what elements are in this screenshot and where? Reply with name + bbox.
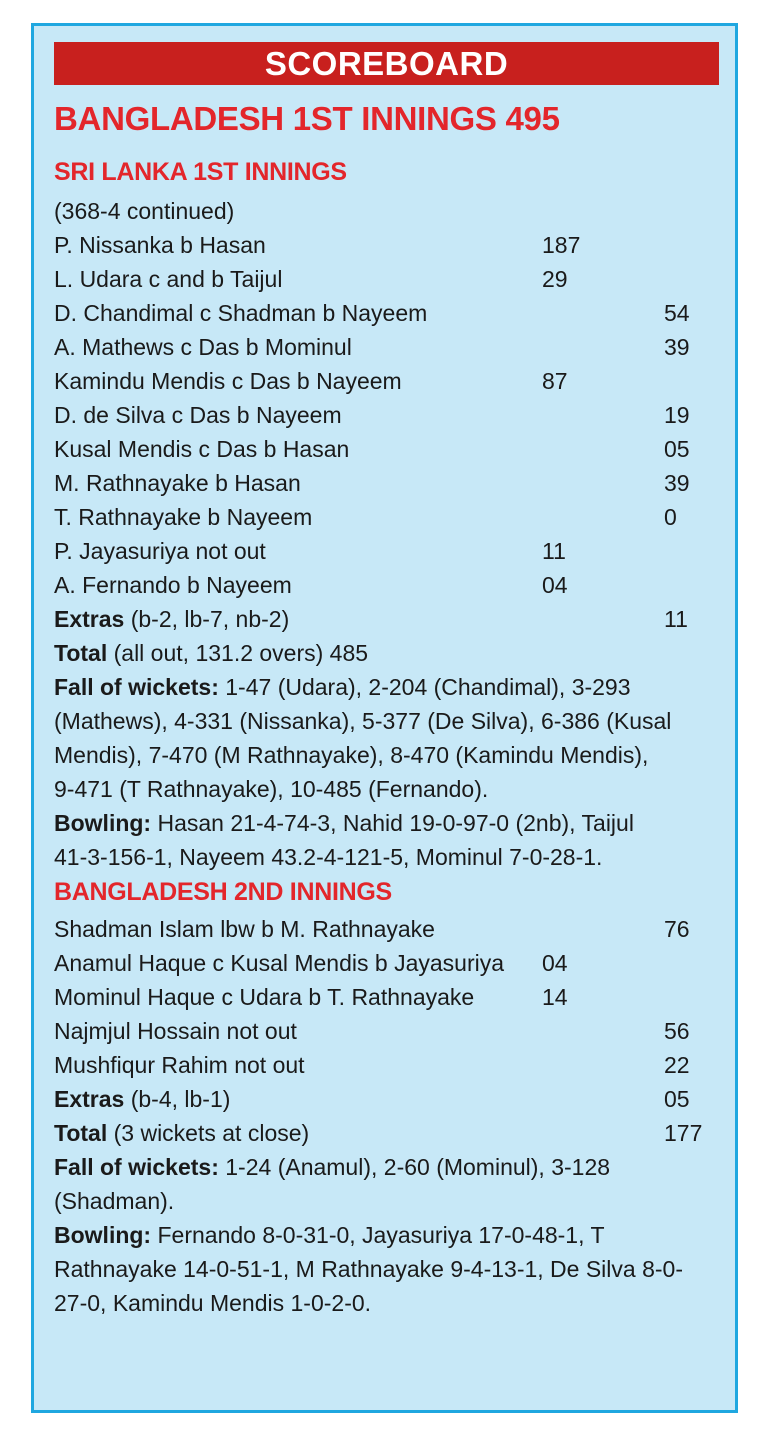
batter-name: Mominul Haque c Udara b T. Rathnayake: [54, 984, 475, 1010]
extras-label: Extras: [54, 606, 125, 632]
batting-row: [54, 568, 714, 602]
batter-name: Najmjul Hossain not out: [54, 1018, 297, 1044]
extras-detail: (b-4, lb-1): [130, 1086, 231, 1112]
batter-runs: 04: [542, 950, 568, 976]
fow-text: 1-47 (Udara), 2-204 (Chandimal), 3-293: [225, 674, 631, 700]
batter-runs: 11: [542, 538, 566, 564]
bowling-line: [54, 1218, 605, 1252]
fow-text: 9-471 (T Rathnayake), 10-485 (Fernando).: [54, 776, 489, 802]
extras-value: 11: [664, 606, 688, 632]
batting-row: [54, 432, 714, 466]
batter-name: Shadman Islam lbw b M. Rathnayake: [54, 916, 435, 942]
batting-row: [54, 364, 714, 398]
extras-value: 05: [664, 1086, 690, 1112]
bowling-text: Hasan 21-4-74-3, Nahid 19-0-97-0 (2nb), Taijul: [157, 810, 634, 836]
batter-name: M. Rathnayake b Hasan: [54, 470, 301, 496]
batting-row: [54, 262, 714, 296]
batter-runs: 87: [542, 368, 568, 394]
fow-text: (Shadman).: [54, 1188, 175, 1214]
total-label: Total: [54, 640, 108, 666]
batter-runs: 0: [664, 504, 677, 530]
batter-name: Kamindu Mendis c Das b Nayeem: [54, 368, 402, 394]
fow-text: Mendis), 7-470 (M Rathnayake), 8-470 (Kamindu Mendis),: [54, 742, 649, 768]
batter-runs: 05: [664, 436, 690, 462]
batter-runs: 22: [664, 1052, 690, 1078]
extras-detail: (b-2, lb-7, nb-2): [130, 606, 290, 632]
bowling-text: 27-0, Kamindu Mendis 1-0-2-0.: [54, 1290, 372, 1316]
batting-row: [54, 912, 714, 946]
bowling-label: Bowling:: [54, 810, 152, 836]
batter-name: A. Fernando b Nayeem: [54, 572, 292, 598]
batter-name: P. Nissanka b Hasan: [54, 232, 266, 258]
batting-row: [54, 500, 714, 534]
fall-of-wickets-line: [54, 1150, 610, 1184]
extras-row: [54, 1082, 714, 1116]
batter-runs: 19: [664, 402, 690, 428]
bangladesh-first-innings-heading: BANGLADESH 1ST INNINGS 495: [54, 100, 560, 137]
batting-row: [54, 398, 714, 432]
batter-name: D. Chandimal c Shadman b Nayeem: [54, 300, 428, 326]
batting-row: [54, 980, 714, 1014]
batter-name: A. Mathews c Das b Mominul: [54, 334, 352, 360]
batting-row: [54, 1048, 714, 1082]
bowling-text: Fernando 8-0-31-0, Jayasuriya 17-0-48-1, T: [157, 1222, 605, 1248]
bowling-line: [54, 806, 634, 840]
batter-name: L. Udara c and b Taijul: [54, 266, 283, 292]
sri-lanka-innings-heading: SRI LANKA 1ST INNINGS: [54, 158, 347, 186]
batter-name: Mushfiqur Rahim not out: [54, 1052, 305, 1078]
extras-row: [54, 602, 714, 636]
batter-runs: 39: [664, 334, 690, 360]
total-row: [54, 636, 714, 670]
batting-row: [54, 296, 714, 330]
batter-runs: 04: [542, 572, 568, 598]
batter-name: Anamul Haque c Kusal Mendis b Jayasuriya: [54, 950, 505, 976]
total-row: [54, 1116, 714, 1150]
fow-label: Fall of wickets:: [54, 674, 219, 700]
bangladesh-second-innings-heading: BANGLADESH 2ND INNINGS: [54, 878, 392, 906]
batter-name: Kusal Mendis c Das b Hasan: [54, 436, 350, 462]
continued-note: (368-4 continued): [54, 198, 235, 224]
batting-row: [54, 330, 714, 364]
batter-name: D. de Silva c Das b Nayeem: [54, 402, 342, 428]
batting-row: [54, 534, 714, 568]
batting-row: [54, 228, 714, 262]
batter-runs: 54: [664, 300, 690, 326]
fow-text: (Mathews), 4-331 (Nissanka), 5-377 (De Silva), 6-386 (Kusal: [54, 708, 672, 734]
extras-label: Extras: [54, 1086, 125, 1112]
total-detail: (3 wickets at close): [113, 1120, 310, 1146]
batter-runs: 76: [664, 916, 690, 942]
batting-row: [54, 946, 714, 980]
scoreboard-panel: [31, 23, 738, 1413]
batter-runs: 187: [542, 232, 581, 258]
bowling-text: 41-3-156-1, Nayeem 43.2-4-121-5, Mominul 7-0-28-1.: [54, 844, 603, 870]
total-value: 177: [664, 1120, 703, 1146]
batting-row: [54, 1014, 714, 1048]
scoreboard-title: SCOREBOARD: [54, 42, 719, 85]
bowling-text: Rathnayake 14-0-51-1, M Rathnayake 9-4-13-1, De Silva 8-0-: [54, 1256, 683, 1282]
bowling-label: Bowling:: [54, 1222, 152, 1248]
batter-runs: 39: [664, 470, 690, 496]
fow-label: Fall of wickets:: [54, 1154, 219, 1180]
batter-runs: 29: [542, 266, 568, 292]
batter-name: T. Rathnayake b Nayeem: [54, 504, 313, 530]
batter-runs: 56: [664, 1018, 690, 1044]
batting-row: [54, 466, 714, 500]
batter-name: P. Jayasuriya not out: [54, 538, 266, 564]
batter-runs: 14: [542, 984, 568, 1010]
total-label: Total: [54, 1120, 108, 1146]
fall-of-wickets-line: [54, 670, 631, 704]
total-detail: (all out, 131.2 overs) 485: [113, 640, 369, 666]
fow-text: 1-24 (Anamul), 2-60 (Mominul), 3-128: [225, 1154, 611, 1180]
